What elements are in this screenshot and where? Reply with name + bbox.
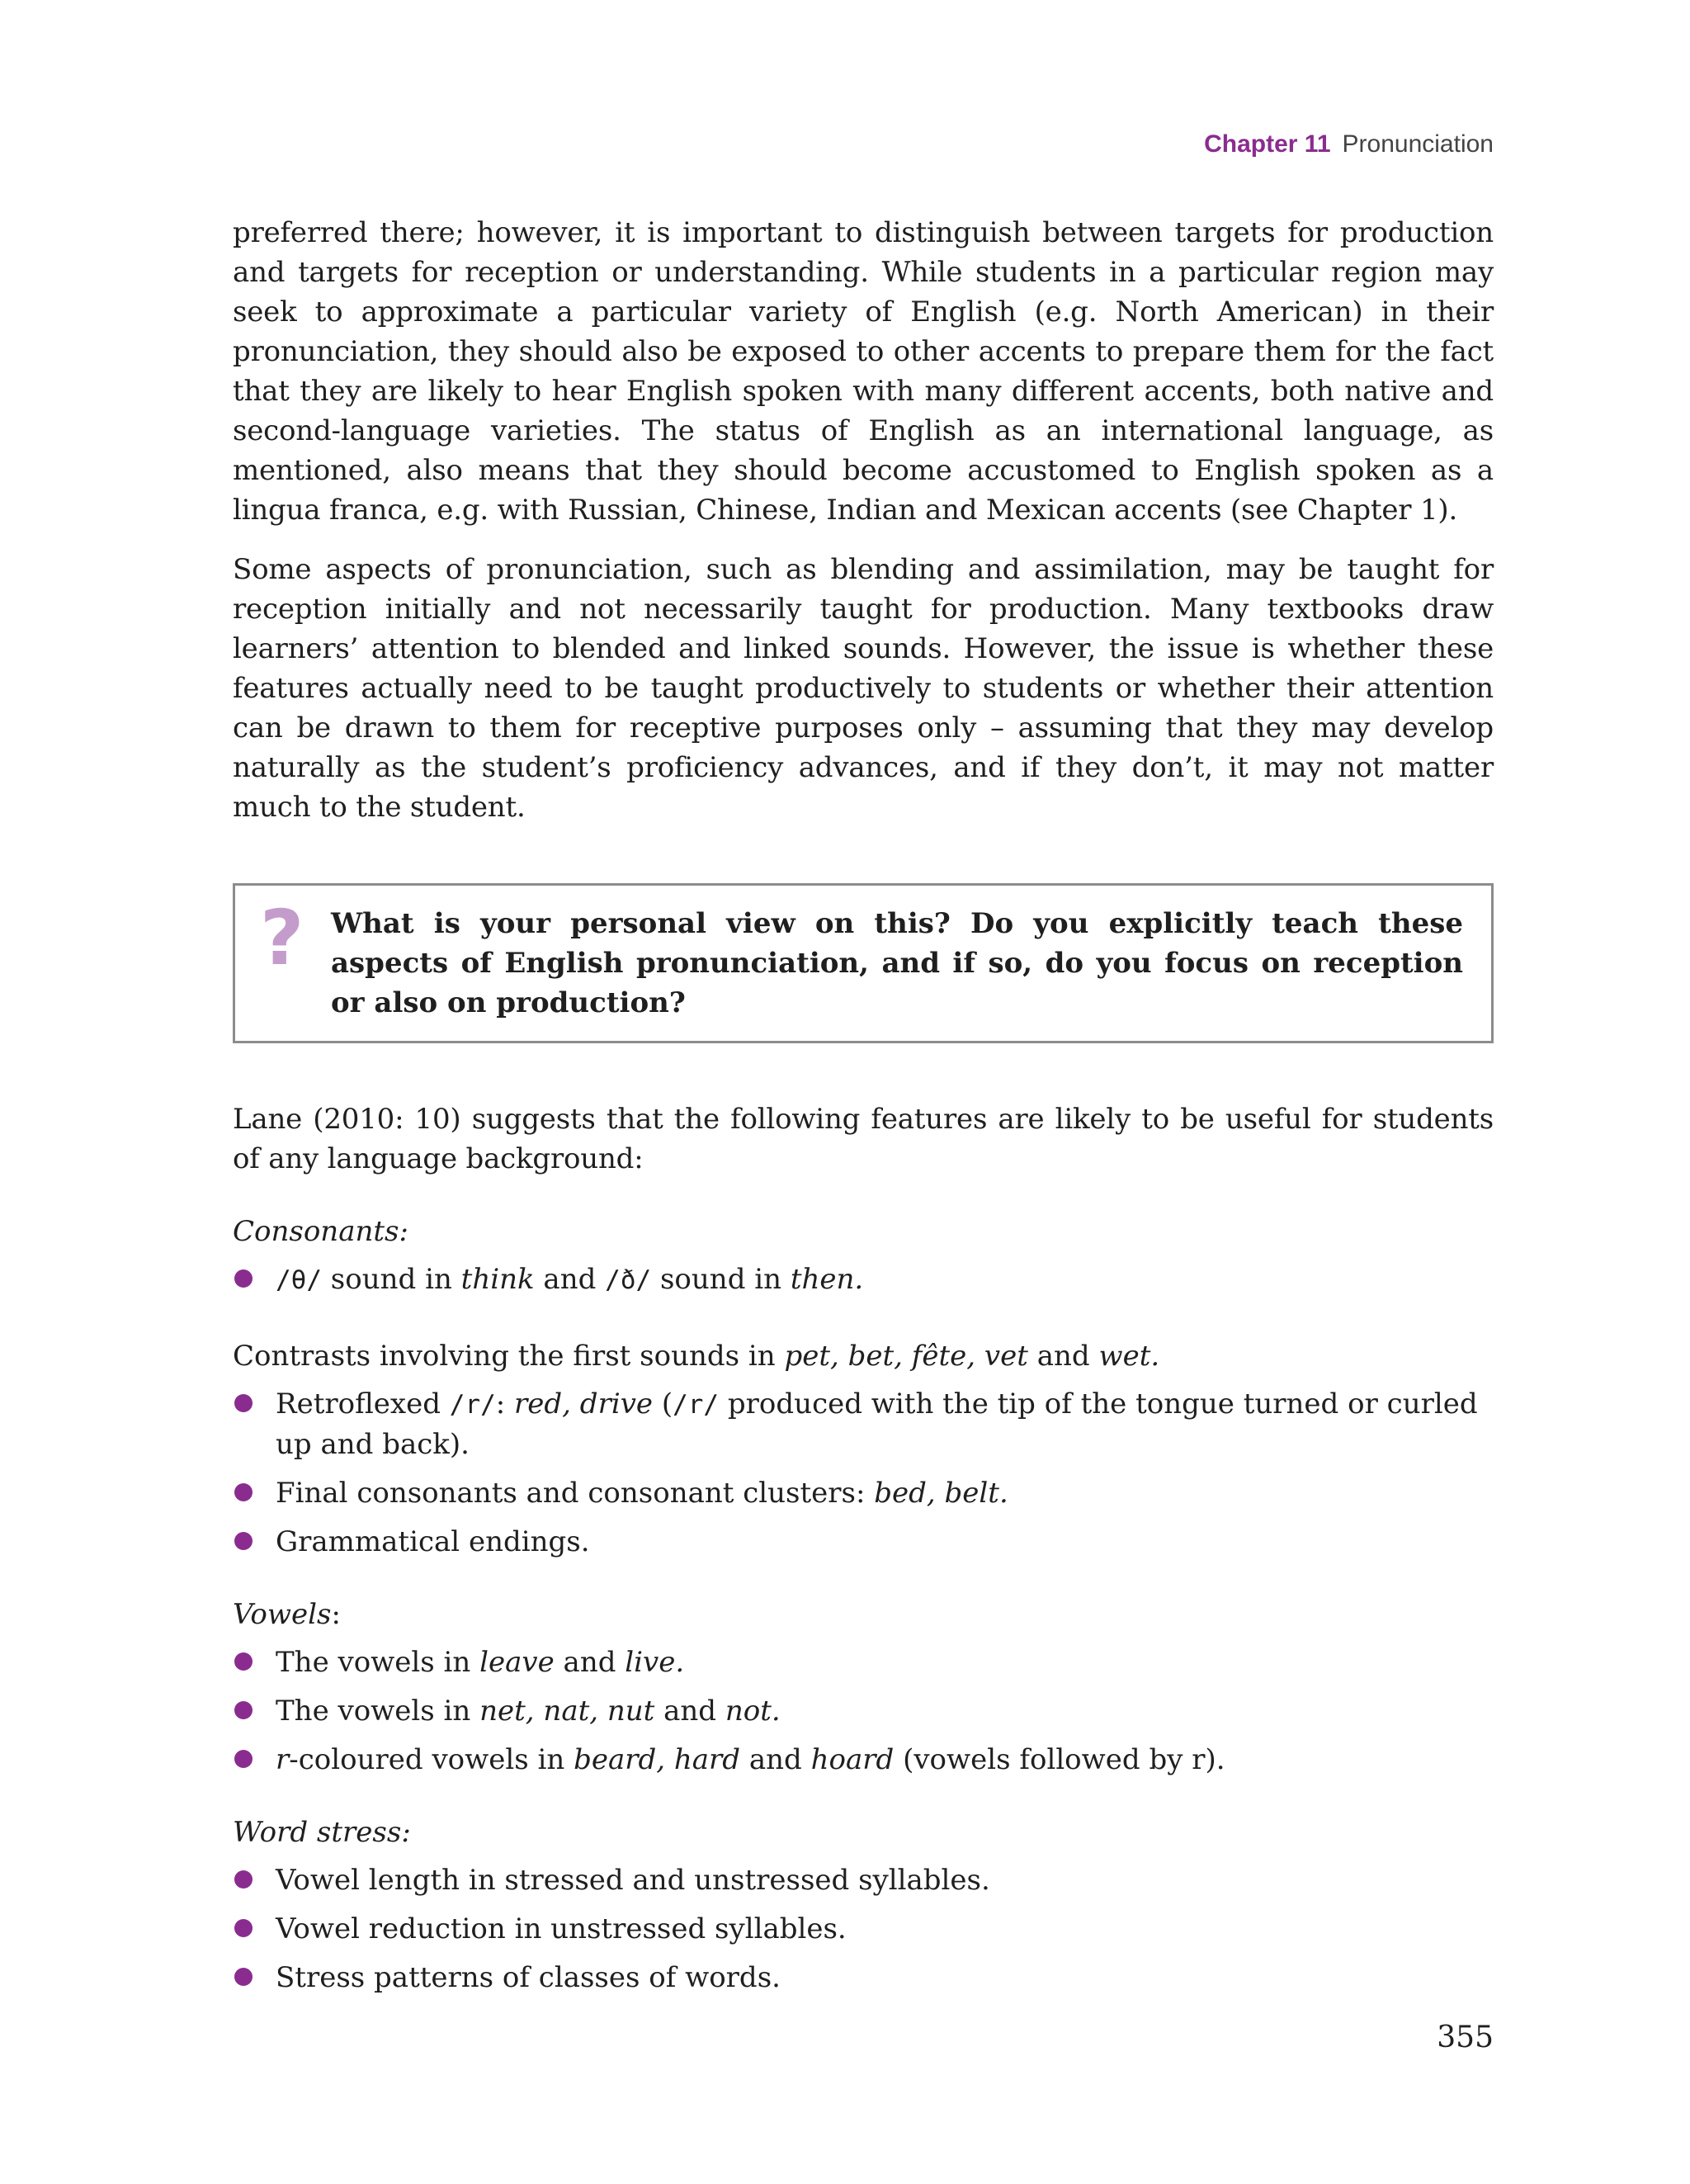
list-item <box>233 1691 1494 1731</box>
consonants-label: Consonants: <box>233 1215 408 1248</box>
example-word: think <box>460 1263 535 1296</box>
list-item <box>233 1909 1494 1949</box>
example-letter: r <box>276 1743 290 1776</box>
vowels-label <box>233 1595 1494 1634</box>
word-stress-list <box>233 1860 1494 1997</box>
phonetic-symbol: /θ/ <box>276 1265 322 1295</box>
item-text: and <box>534 1263 606 1296</box>
item-text: (vowels followed by r). <box>894 1743 1225 1776</box>
item-text: and <box>554 1646 625 1679</box>
reflection-question-text: What is your personal view on this? Do you explicitly teach these aspects of English pronunciation, and if so, do you focus on reception or also on production? <box>331 907 1463 1019</box>
vowels-label-text: Vowels <box>233 1598 332 1631</box>
bullet-icon <box>234 1701 253 1719</box>
bullet-icon <box>234 1532 253 1550</box>
example-words: red, drive <box>514 1387 654 1421</box>
example-word: not. <box>725 1695 781 1728</box>
bullet-icon <box>234 1968 253 1986</box>
item-text: -coloured vowels in <box>289 1743 574 1776</box>
bullet-icon <box>234 1750 253 1768</box>
chapter-label: Chapter 11 <box>1204 130 1331 158</box>
consonants-list <box>233 1260 1494 1300</box>
reflection-question-box <box>233 883 1494 1043</box>
bullet-icon <box>234 1394 253 1412</box>
item-text: sound in <box>651 1263 791 1296</box>
list-item <box>233 1643 1494 1682</box>
list-item <box>233 1473 1494 1513</box>
example-word: wet. <box>1098 1340 1160 1373</box>
list-item <box>233 1384 1494 1464</box>
bullet-icon <box>234 1483 253 1501</box>
paragraph-reception: Some aspects of pronunciation, such as blending and assimilation, may be taught for reception initially and not necessarily taught for production. Many textbooks draw learners’ attention to blended and linked sounds. However, the issue is whether these features actually need to be taught productively to students or whether their attention can be drawn to them for receptive purposes only – assuming that they may develop naturally as the student’s proficiency advances, and if they don’t, it may not matter much to the student. <box>233 553 1494 824</box>
phonetic-symbol: /r/ <box>449 1390 496 1420</box>
paragraph-continuation: preferred there; however, it is important to distinguish between targets for production and targets for reception or understanding. While students in a particular region may seek to approximate a particular variety of English (e.g. North American) in their pronunciation, they should also be exposed to other accents to prepare them for the fact that they are likely to hear English spoken with many different accents, both native and second-language varieties. The status of English as an international language, as mentioned, also means that they should become accustomed to English spoken as a lingua franca, e.g. with Russian, Chinese, Indian and Mexican accents (see Chapter 1). <box>233 216 1494 527</box>
bullet-icon <box>234 1652 253 1671</box>
example-word: then. <box>790 1263 864 1296</box>
list-item <box>233 1522 1494 1562</box>
item-text: ( <box>653 1387 673 1421</box>
bullet-icon <box>234 1870 253 1889</box>
example-words: net, nat, nut <box>479 1695 655 1728</box>
item-text: and <box>1027 1340 1099 1373</box>
example-word: live. <box>625 1646 685 1679</box>
item-text: and <box>654 1695 725 1728</box>
list-item <box>233 1958 1494 1997</box>
item-text: Vowel reduction in unstressed syllables. <box>276 1912 847 1945</box>
item-text: The vowels in <box>276 1646 480 1679</box>
item-text: sound in <box>322 1263 461 1296</box>
list-item <box>233 1740 1494 1780</box>
bullet-icon <box>234 1919 253 1937</box>
question-mark-icon: ? <box>260 894 304 982</box>
list-item <box>233 1260 1494 1300</box>
example-word: leave <box>479 1646 555 1679</box>
word-stress-label: Word stress: <box>233 1816 411 1849</box>
item-text: Vowel length in stressed and unstressed syllables. <box>276 1864 990 1897</box>
paragraph-lane-intro: Lane (2010: 10) suggests that the following features are likely to be useful for students of any language background: <box>233 1103 1494 1175</box>
item-text: Stress patterns of classes of words. <box>276 1961 781 1994</box>
item-text: Retroflexed <box>276 1387 450 1421</box>
page-body <box>233 213 1494 2007</box>
vowels-label-colon: : <box>331 1598 341 1631</box>
example-words: pet, bet, fête, vet <box>784 1340 1028 1373</box>
list-item <box>233 1860 1494 1900</box>
phonetic-symbol: /ð/ <box>605 1265 652 1295</box>
contrasts-list <box>233 1384 1494 1562</box>
vowels-list <box>233 1643 1494 1780</box>
page-number: 355 <box>1437 2021 1494 2054</box>
item-text: : <box>495 1387 515 1421</box>
example-words: bed, belt. <box>874 1477 1008 1510</box>
bullet-icon <box>234 1269 253 1288</box>
phonetic-symbol: /r/ <box>673 1390 720 1420</box>
item-text: Contrasts involving the first sounds in <box>233 1340 785 1373</box>
item-text: and <box>740 1743 811 1776</box>
example-word: hoard <box>810 1743 895 1776</box>
item-text: produced with the tip of the tongue turned or curled up and back). <box>276 1387 1478 1461</box>
contrasts-intro <box>233 1336 1494 1376</box>
section-title: Pronunciation <box>1342 130 1494 158</box>
example-words: beard, hard <box>574 1743 741 1776</box>
item-text: Grammatical endings. <box>276 1525 590 1558</box>
item-text: Final consonants and consonant clusters: <box>276 1477 875 1510</box>
running-head <box>1204 130 1494 158</box>
item-text: The vowels in <box>276 1695 480 1728</box>
